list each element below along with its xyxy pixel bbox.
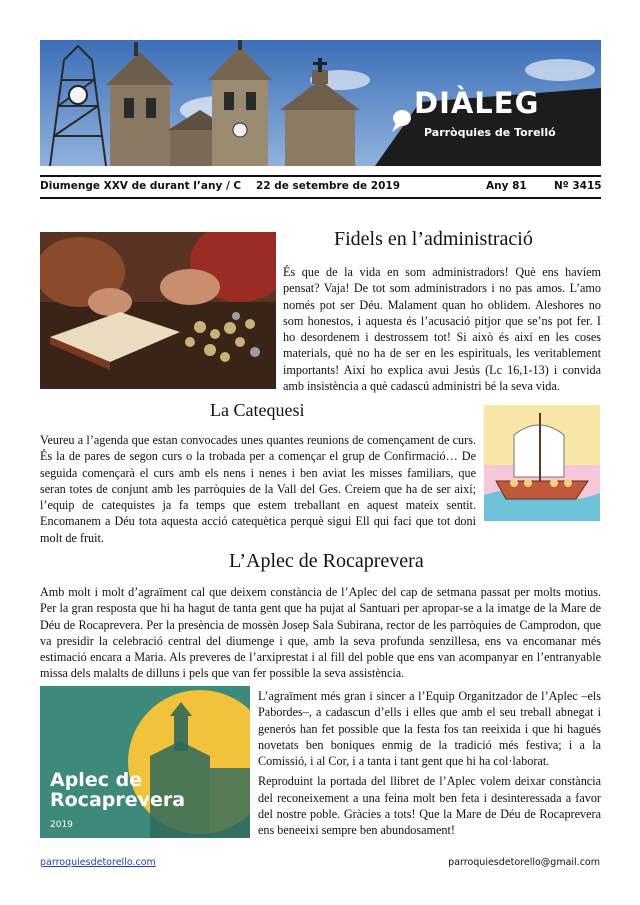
article2-paragraph: Veureu a l’agenda que estan convocades unes quantes reunions de començament de curs. És la de pares de segon curs o la trobada per a començar el grup de Confirmació… De seguida començarà el curs amb els nens i nenes i ben aviat les misses familiars, que seran totes de conjunt amb les parròquies de la Vall del Ges. Creiem que ha de ser així; l’equip de catequistes ja fa temps que estem treballant en aquest mateix sentit. Encomanem a Déu tota aquesta acció catequètica perquè sigui Ell qui faci que tot doni molt de fruit. [40,433,476,545]
article3-paragraph-2: L’agraïment més gran i sincer a l’Equip Organitzador de l’Aplec –els Pabordes–, a cadascun d’ells i elles que amb el seu treball abnegat i generós han fet possible que la festa fos tan reeixida i que hi hagués novetats ben boniques enmig de la tradició més festiva; i a la Comissió, i al Cor, i a tanta i tant gent que hi ha col·laborat. [258,689,601,769]
logo-subtitle: Parròquies de Torelló [424,126,556,139]
website-link[interactable]: parroquiesdetorello.com [40,857,156,868]
article1-body [283,264,601,398]
liturgical-day: Diumenge XXV de durant l’any / C [40,180,242,192]
article3-paragraph-3: Reproduint la portada del llibret de l’Aplec volem deixar constància del reconeixement a una feina molt ben feta i desinteressada a favor del nostre poble. Gràcies a tots! Que la Mare de Déu de Rocaprevera ens beneeixi sempre ben abundosament! [258,774,601,838]
article3-intro [40,584,601,686]
poster-year: 2019 [50,820,73,830]
article3-title: L’Aplec de Rocaprevera [229,550,424,572]
article1-title: Fidels en l’administració [334,228,533,250]
footer-website[interactable] [40,857,156,868]
header-banner [40,40,601,166]
poster-title-line2: Rocaprevera [50,789,186,811]
aplec-poster [40,686,250,838]
money-changer-painting [40,232,276,389]
article1-paragraph: És que de la vida en som administradors! Què ens havíem pensat? Vaja! De tot som administradors i no pas amos. L’amo només pot ser Déu. Malament quan ho oblidem. Aleshores no som honestos, i aquesta és l’acusació pitjor que se’ns pot fer. I ho desordenem i destrossem tot! Si això és així en les coses materials, què no ha de ser en les espirituals, les veritablement importants! Així ho explica avui Jesús (Lc 16,1-13) i convida amb insistència a què cadascú administri bé la seva vida. [283,265,601,394]
article2-title: La Catequesi [210,400,305,420]
article2-body [40,432,476,550]
article3-paragraph-1: Amb molt i molt d’agraïment cal que deixem constància de l’Aplec del cap de setmana passat per molts motius. Per la gran resposta que hi ha hagut de tanta gent que ha pujat al Santuari per apropar-se a la imatge de la Mare de Déu de Rocaprevera. Per la presència de mossèn Josep Sala Subirana, rector de les parròquies de Camprodon, que va presidir la celebració central del diumenge i que, amb la seva profunda senzillesa, ens va encomanar més estimació encara a Maria. Als preveres de l’arxiprestat i al fill del poble que ens van acompanyar en l’entranyable missa dels malalts de dilluns i pels que van fer possible la seva assistència. [40,585,601,681]
issue-info-bar [40,175,601,199]
boat-illustration [484,405,600,521]
footer-email: parroquiesdetorello@gmail.com [448,857,600,868]
article3-body [258,688,601,843]
issue-number: Nº 3415 [554,180,602,192]
logo-title: DIÀLEG [414,86,540,120]
issue-date: 22 de setembre de 2019 [256,180,401,192]
issue-year: Any 81 [486,180,527,192]
poster-title-line1: Aplec de [50,769,143,791]
